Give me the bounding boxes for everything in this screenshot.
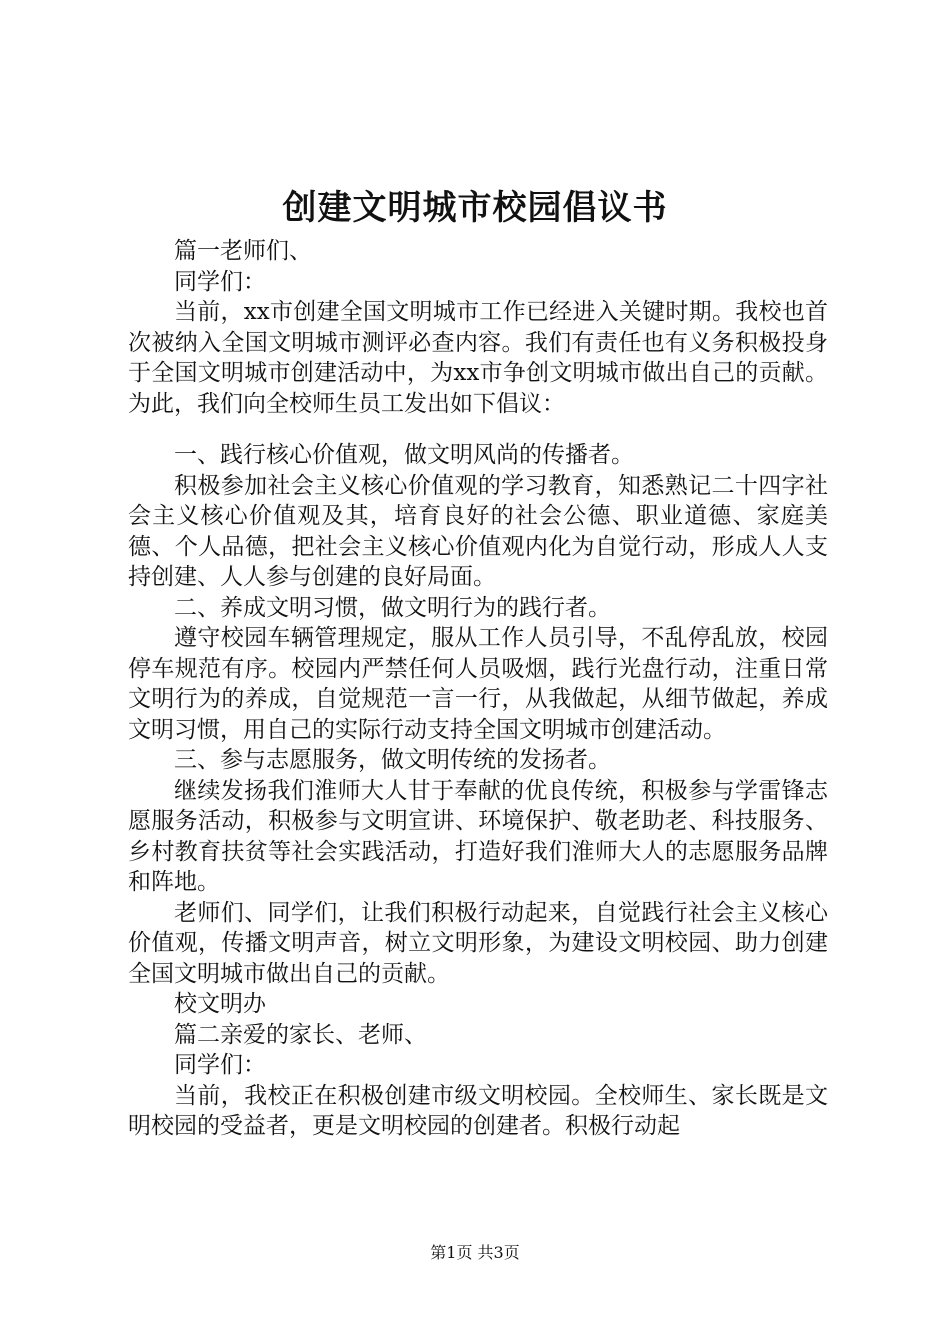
paragraph-heading-2: 二、养成文明习惯，做文明行为的践行者。 bbox=[174, 594, 611, 621]
paragraph-body-1: 积极参加社会主义核心价值观的学习教育，知悉熟记二十四字社会主义核心价值观及其，培育良好的社会公德、职业道德、家庭美德、个人品德，把社会主义核心价值观内化为自觉行动，形成人人支持创建、人人参与创建的良好局面。 bbox=[128, 472, 828, 590]
paragraph-body-2: 遵守校园车辆管理规定，服从工作人员引导，不乱停乱放，校园停车规范有序。校园内严禁任何人员吸烟，践行光盘行动，注重日常文明行为的养成，自觉规范一言一行，从我做起，从细节做起，养成文明习惯，用自己的实际行动支持全国文明城市创建活动。 bbox=[128, 625, 828, 743]
paragraph-part2-greeting-2: 同学们： bbox=[174, 1052, 266, 1078]
paragraph-part2-greeting-1: 篇二亲爱的家长、老师、 bbox=[174, 1021, 427, 1048]
paragraph-greeting-2: 同学们： bbox=[174, 268, 266, 295]
paragraph-part2-intro: 当前，我校正在积极创建市级文明校园。全校师生、家长既是文明校园的受益者，更是文明校园的创建者。积极行动起 bbox=[128, 1082, 828, 1139]
paragraph-intro: 当前，xx市创建全国文明城市工作已经进入关键时期。我校也首次被纳入全国文明城市测评必查内容。我们有责任也有义务积极投身于全国文明城市创建活动中，为xx市争创文明城市做出自己的贡献。为此，我们向全校师生员工发出如下倡议： bbox=[128, 299, 828, 417]
paragraph-signature: 校文明办 bbox=[174, 991, 266, 1017]
paragraph-closing: 老师们、同学们，让我们积极行动起来，自觉践行社会主义核心价值观，传播文明声音，树立文明形象，为建设文明校园、助力创建全国文明城市做出自己的贡献。 bbox=[128, 899, 828, 987]
page-footer: 第1页 共3页 bbox=[430, 1243, 520, 1262]
paragraph-greeting-1: 篇一老师们、 bbox=[174, 238, 312, 264]
paragraph-body-3: 继续发扬我们淮师大人甘于奉献的优良传统，积极参与学雷锋志愿服务活动，积极参与文明宣讲、环境保护、敬老助老、科技服务、乡村教育扶贫等社会实践活动，打造好我们淮师大人的志愿服务品牌和阵地。 bbox=[128, 777, 828, 895]
paragraph-heading-3: 三、参与志愿服务，做文明传统的发扬者。 bbox=[174, 747, 611, 773]
document-title: 创建文明城市校园倡议书 bbox=[282, 188, 668, 228]
paragraph-heading-1: 一、践行核心价值观，做文明风尚的传播者。 bbox=[174, 442, 634, 468]
document-body bbox=[128, 236, 828, 1142]
